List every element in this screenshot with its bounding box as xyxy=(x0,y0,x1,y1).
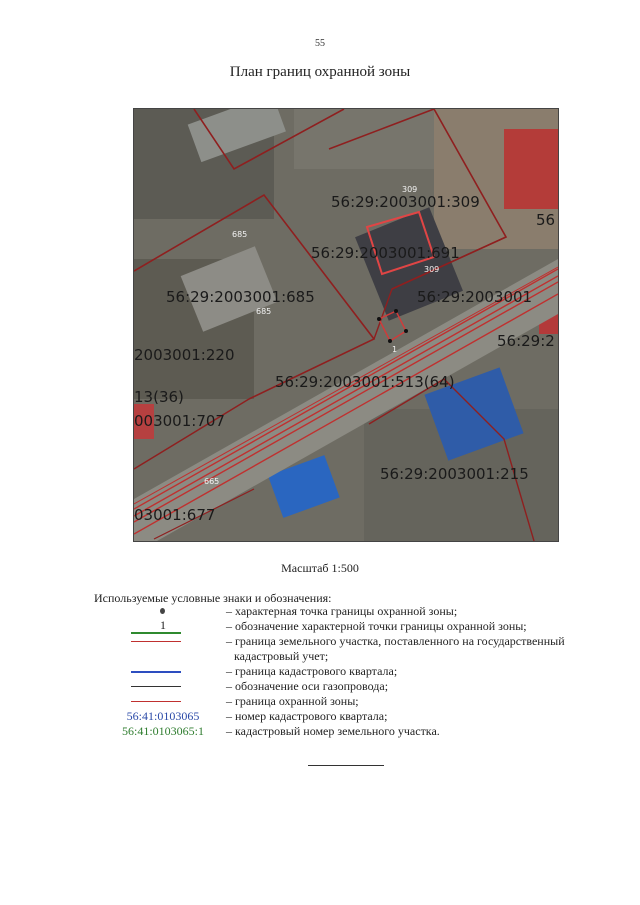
blue-line-icon xyxy=(131,671,181,673)
scale-label: Масштаб 1:500 xyxy=(281,561,359,575)
map-label: 56:29:2 xyxy=(497,332,555,350)
map-label: 56:29:2003001:309 xyxy=(331,193,480,211)
red-line-icon xyxy=(131,641,181,642)
legend-item-point-number: 1 – обозначение характерной точки границы охранной зоны; xyxy=(0,619,640,634)
divider xyxy=(308,765,384,766)
legend-item-protection-zone: – граница охранной зоны; xyxy=(0,694,640,709)
page-number: 55 xyxy=(315,38,325,49)
page-title: План границ охранной зоны xyxy=(229,64,411,80)
map-small-label: 685 xyxy=(256,307,272,316)
point-number-label: 1 xyxy=(392,345,398,354)
point-marker-icon xyxy=(103,604,223,619)
quarter-number-sample: 56:41:0103065 xyxy=(126,709,200,723)
map-label: 56:29:2003001:513(64) xyxy=(275,373,455,391)
legend-item-point: – характерная точка границы охранной зоны; xyxy=(0,604,640,619)
map-small-label: 665 xyxy=(204,477,220,486)
map-label: 56 xyxy=(536,211,556,229)
plot-number-sample: 56:41:0103065:1 xyxy=(121,724,204,738)
map-label: 56:29:2003001 xyxy=(417,288,533,306)
map-label: 56:29:2003001:685 xyxy=(166,288,315,306)
map-small-label: 309 xyxy=(424,265,440,274)
legend-item-quarter-border: – граница кадастрового квартала; xyxy=(0,664,640,679)
red-line-icon xyxy=(131,701,181,702)
map-small-label: 685 xyxy=(232,230,248,239)
legend-item-quarter-number: 56:41:0103065 – номер кадастрового квартала; xyxy=(0,709,640,724)
legend-item-plot-number: 56:41:0103065:1 – кадастровый номер земельного участка. xyxy=(0,724,640,739)
map-small-label: 309 xyxy=(402,185,418,194)
map-label: 03001:677 xyxy=(134,506,216,524)
map-label: 2003001:220 xyxy=(134,346,235,364)
point-number-symbol: 1 xyxy=(160,618,166,632)
legend-text-continuation: кадастровый учет; xyxy=(234,649,329,663)
legend-heading: Используемые условные знаки и обозначения: xyxy=(94,591,332,605)
black-line-icon xyxy=(131,686,181,687)
map-label: 56:29:2003001:215 xyxy=(380,465,529,483)
map-label: 56:29:2003001:691 xyxy=(311,244,460,262)
map-label: 13(36) xyxy=(134,388,184,406)
legend-item-parcel-border: – граница земельного участка, поставленного на государственный xyxy=(0,634,640,649)
legend-item-gas-axis: – обозначение оси газопровода; xyxy=(0,679,640,694)
satellite-map xyxy=(133,108,559,542)
map-label: 003001:707 xyxy=(134,412,225,430)
